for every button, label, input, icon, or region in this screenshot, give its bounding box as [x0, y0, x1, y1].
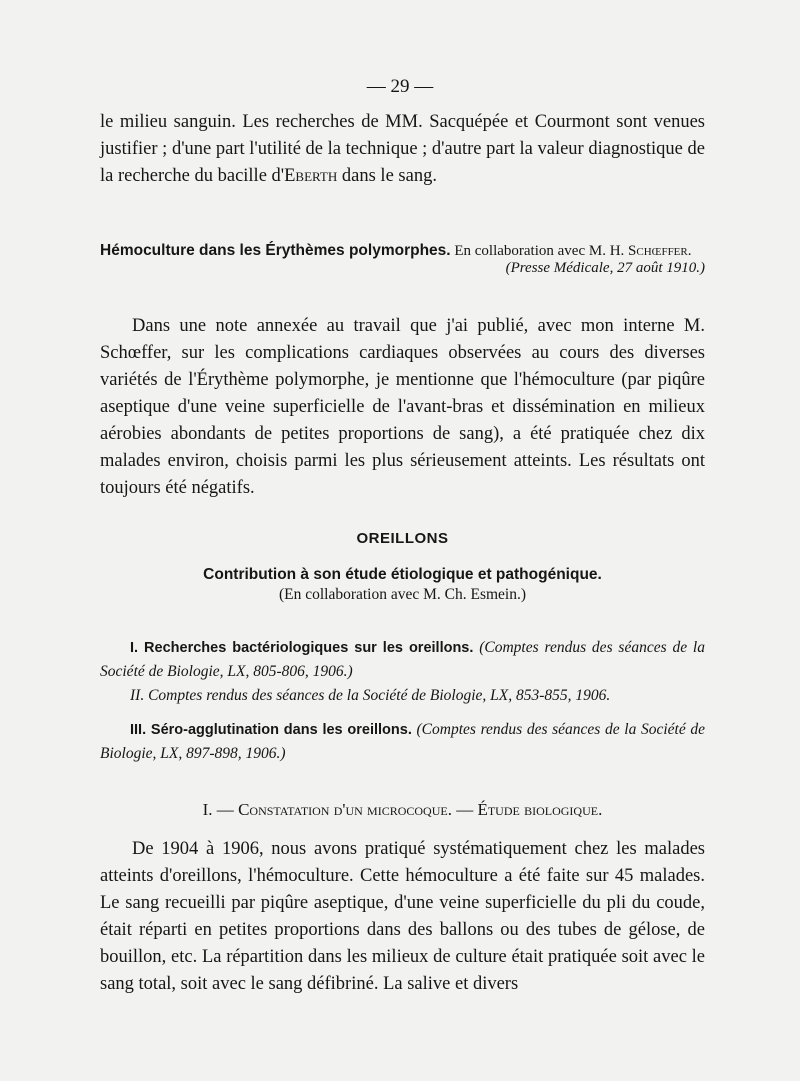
oreillons-title: OREILLONS [356, 530, 449, 547]
erytheme-collab: En collaboration avec M. H. [450, 243, 629, 259]
erytheme-citation: (Presse Médicale, 27 août 1910.) [505, 260, 705, 276]
eberth-name: Eberth [284, 166, 338, 186]
intro-text-end: dans le sang. [337, 166, 437, 186]
subsection-heading: I. — Constatation d'un microcoque. — Étude biologique. [202, 800, 603, 819]
intro-text: le milieu sanguin. Les recherches de MM. Sacquépée et Courmont sont venues justifier ; d'une part l'utilité de la technique ; d'autre part la valeur diagnostique de la recherche du bacille d' [100, 112, 705, 186]
oreillons-subtitle: Contribution à son étude étiologique et pathogénique. [203, 566, 602, 583]
reference-3: III. Séro-agglutination dans les oreillons. (Comptes rendus des séances de la Société de Biologie, LX, 897-898, 1906.) [100, 721, 705, 762]
intro-paragraph [100, 109, 705, 190]
reference-1: I. Recherches bactériologiques sur les oreillons. (Comptes rendus des séances de la Société de Biologie, LX, 805-806, 1906.) [100, 639, 705, 680]
oreillons-paragraph: De 1904 à 1906, nous avons pratiqué systématiquement chez les malades atteints d'oreillons, l'hémoculture. Cette hémoculture a été faite sur 45 malades. Le sang recueilli par piqûre aseptique, d'une veine superficielle du pli du coude, était réparti en petites proportions dans des ballons ou des tubes de gélose, de bouillon, etc. La répartition dans les milieux de culture était pratiquée soit avec le sang total, soit avec le sang défibriné. La salive et divers [100, 839, 705, 994]
erytheme-paragraph: Dans une note annexée au travail que j'ai publié, avec mon interne M. Schœffer, sur les complications cardiaques observées au cours des diverses variétés de l'Érythème polymorphe, je mentionne que l'hémoculture (par piqûre aseptique d'une veine superficielle de l'avant-bras et dissémination en milieux aérobies abondants de petites proportions de sang), a été pratiquée chez dix malades environ, choisis parmi les plus sérieusement atteints. Les résultats ont toujours été négatifs. [100, 316, 705, 498]
oreillons-collab: (En collaboration avec M. Ch. Esmein.) [278, 586, 527, 603]
reference-2: II. Comptes rendus des séances de la Société de Biologie, LX, 853-855, 1906. [130, 687, 611, 704]
erytheme-heading [100, 240, 705, 262]
page-number: — 29 — [366, 76, 434, 97]
erytheme-title: Hémoculture dans les Érythèmes polymorphes. [100, 242, 451, 259]
erytheme-collab-name: Schœffer. [628, 243, 692, 259]
